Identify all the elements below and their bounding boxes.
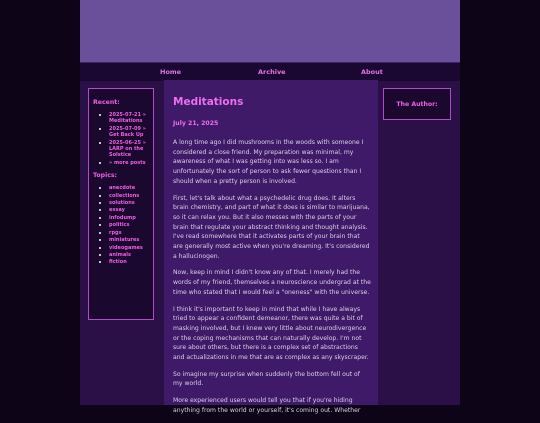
topic-link[interactable]: • videogames [109,245,149,251]
top-nav [80,62,460,81]
page-frame [80,0,460,414]
topic-link[interactable]: • politics [109,222,149,228]
nav-home-link[interactable]: Home [160,68,182,76]
more-posts-link[interactable]: • » more posts [109,160,149,166]
post-title: Meditations [173,96,244,108]
topic-link[interactable]: • fiction [109,259,149,265]
topics-list [93,185,149,265]
topic-link[interactable]: • rpgs [109,230,149,236]
nav-about-link[interactable]: About [361,68,383,76]
post-paragraph: First, let's talk about what a psychedelic drug does. It alters brain chemistry, and part of what it does is similar to marijuana, so it can relax you. But it also messes with the parts of your brain that regulate your abstract thinking and thought analysis. I've read somewhere that it activates parts of your brain that are generally most active when you're dreaming. It's considered a hallucinogen. [173,194,370,260]
topic-link[interactable]: • anecdote [109,185,149,191]
recent-heading: Recent: [93,99,120,106]
topic-link[interactable]: • animals [109,252,149,258]
recent-item[interactable]: • 2025-07-21 » Meditations [109,112,149,125]
nav-archive-link[interactable]: Archive [258,68,286,76]
topic-link[interactable]: • solutions [109,200,149,206]
post-paragraph: A long time ago I did mushrooms in the woods with someone I considered a close friend. My preparation was minimal, my awareness of what I was getting into was less so. I am unfortunately the sort of person to ask fewer questions than I should when a pretty person is involved. [173,139,364,185]
author-heading: The Author: [396,101,438,108]
recent-item[interactable]: • 2025-06-25 » LARP on the Solstice [109,140,149,159]
sidebar-left [88,88,154,320]
post-paragraph: I think it's important to keep in mind that while I have always tried to appear a confident demeanor, there was quite a bit of masking involved, but I knew very little about neurodivergence or the coping mechanisms that can naturally develop. I'm not sure about others, but there is a complex set of abstractions and actualizations in me that are as complex as any skyscraper. [173,305,369,362]
topic-link[interactable]: • infodump [109,215,149,221]
topic-link[interactable]: • essay [109,207,149,213]
recent-item[interactable]: • 2025-07-09 » Get Back Up [109,126,149,139]
post-paragraph: So imagine my surprise when suddenly the bottom fell out of my world. [173,370,360,388]
post-paragraph: Now, keep in mind I didn't know any of that. I merely had the words of my friend, themselves a neuroscience undergrad at the time who stated that I would feel a "oneness" with the universe. [173,269,371,296]
post-paragraph: More experienced users would tell you that if you're hiding anything from the world or yourself, it's coming out. Whether [173,397,361,414]
post-content [164,80,378,414]
topic-link[interactable]: • miniatures [109,237,149,243]
topic-link[interactable]: • collections [109,193,149,199]
header-banner [80,0,460,62]
post-date: July 21, 2025 [173,120,219,127]
sidebar-right [383,88,451,120]
topics-heading: Topics: [93,172,118,180]
post-body [173,138,371,423]
recent-list [93,112,149,166]
